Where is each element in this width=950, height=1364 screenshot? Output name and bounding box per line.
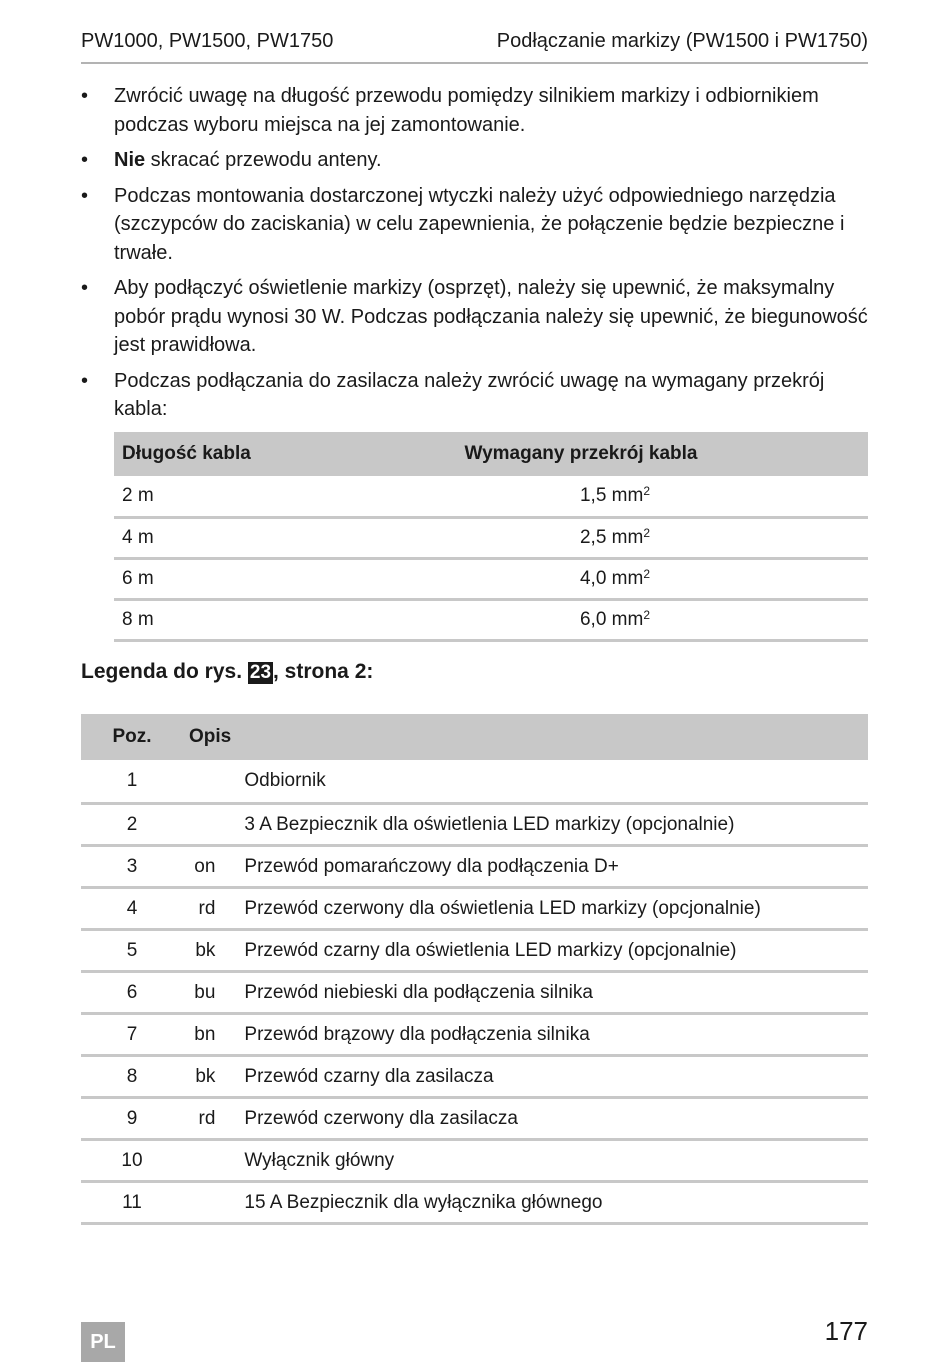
- instruction-text: Podczas montowania dostarczonej wtyczki należy użyć odpowiedniego narzędzia (szczypców do zaciskania) w celu zapewnienia, że połączenie będzie bezpieczne i trwałe.: [114, 184, 845, 264]
- legend-description: Przewód pomarańczowy dla podłączenia D+: [243, 846, 868, 888]
- legend-description: Odbiornik: [243, 760, 868, 804]
- bullet-icon: •: [81, 149, 89, 171]
- legend-position: 6: [81, 972, 183, 1014]
- instruction-text: Podczas podłączania do zasilacza należy zwrócić uwagę na wymagany przekrój kabla:: [114, 369, 825, 420]
- language-badge: PL: [81, 1322, 125, 1362]
- cable-length: 2 m: [114, 476, 354, 518]
- column-header-length: Długość kabla: [114, 432, 354, 476]
- legend-position: 9: [81, 1098, 183, 1140]
- instruction-item: [81, 367, 871, 424]
- table-row: [114, 559, 868, 600]
- table-row: [81, 1014, 868, 1056]
- legend-position: 5: [81, 930, 183, 972]
- table-row: [81, 930, 868, 972]
- legend-wire-code: bk: [183, 930, 243, 972]
- legend-wire-code: [183, 760, 243, 804]
- table-row: [81, 1098, 868, 1140]
- bullet-icon: •: [81, 277, 89, 299]
- legend-description: Przewód czerwony dla zasilacza: [243, 1098, 868, 1140]
- cable-length: 6 m: [114, 559, 354, 600]
- cable-section-table: [114, 432, 868, 642]
- cable-section: 1,5 $mm^2$: [354, 476, 868, 518]
- legend-wire-code: [183, 1182, 243, 1224]
- legend-heading: [81, 660, 373, 684]
- legend-position: 1: [81, 760, 183, 804]
- instruction-item: [81, 146, 871, 175]
- table-row: [114, 476, 868, 518]
- table-row: [81, 1056, 868, 1098]
- legend-wire-code: bk: [183, 1056, 243, 1098]
- table-row: [81, 804, 868, 846]
- bullet-icon: •: [81, 369, 89, 392]
- table-row: [81, 1140, 868, 1182]
- table-row: [81, 846, 868, 888]
- legend-description: Przewód czarny dla zasilacza: [243, 1056, 868, 1098]
- legend-position: 11: [81, 1182, 183, 1224]
- legend-wire-code: rd: [183, 888, 243, 930]
- column-header-description: Opis: [183, 714, 868, 760]
- legend-description: Przewód brązowy dla podłączenia silnika: [243, 1014, 868, 1056]
- legend-description: Przewód niebieski dla podłączenia silnika: [243, 972, 868, 1014]
- instruction-item: [81, 274, 871, 360]
- column-header-position: Poz.: [81, 714, 183, 760]
- table-row: [81, 888, 868, 930]
- bullet-icon: •: [81, 85, 89, 107]
- legend-wire-code: bu: [183, 972, 243, 1014]
- table-row: [114, 518, 868, 559]
- table-row: [114, 600, 868, 641]
- cable-section: 2,5 $mm^2$: [354, 518, 868, 559]
- instruction-item: [81, 82, 871, 139]
- instruction-text: Aby podłączyć oświetlenie markizy (osprzęt), należy się upewnić, że maksymalny pobór prądu wynosi 30 W. Podczas podłączania należy się upewnić, że biegunowość jest prawidłowa.: [114, 277, 868, 356]
- legend-position: 4: [81, 888, 183, 930]
- cable-length: 4 m: [114, 518, 354, 559]
- table-row: [81, 1182, 868, 1224]
- legend-position: 7: [81, 1014, 183, 1056]
- instruction-text: Zwrócić uwagę na długość przewodu pomiędzy silnikiem markizy i odbiornikiem podczas wyboru miejsca na jej zamontowanie.: [114, 85, 819, 136]
- legend-position: 2: [81, 804, 183, 846]
- legend-wire-code: bn: [183, 1014, 243, 1056]
- legend-description: Przewód czarny dla oświetlenia LED markizy (opcjonalnie): [243, 930, 868, 972]
- legend-wire-code: [183, 1140, 243, 1182]
- table-row: [81, 760, 868, 804]
- page-number: 177: [824, 1316, 868, 1346]
- legend-wire-code: rd: [183, 1098, 243, 1140]
- page-header: [81, 30, 868, 64]
- legend-description: Przewód czerwony dla oświetlenia LED markizy (opcjonalnie): [243, 888, 868, 930]
- table-header-row: [114, 432, 868, 476]
- table-row: [81, 972, 868, 1014]
- cable-section: 4,0 $mm^2$: [354, 559, 868, 600]
- bullet-icon: •: [81, 184, 89, 207]
- cable-length: 8 m: [114, 600, 354, 641]
- legend-title-prefix: Legenda do rys.: [81, 660, 248, 683]
- legend-wire-code: [183, 804, 243, 846]
- legend-title-suffix: , strona 2:: [273, 660, 374, 683]
- legend-position: 8: [81, 1056, 183, 1098]
- figure-reference-badge: 23: [249, 662, 272, 683]
- instruction-bold: Nie: [114, 149, 146, 171]
- legend-description: 15 A Bezpiecznik dla wyłącznika głównego: [243, 1182, 868, 1224]
- legend-table: [81, 714, 868, 1225]
- legend-wire-code: on: [183, 846, 243, 888]
- column-header-section: Wymagany przekrój kabla: [354, 432, 868, 476]
- cable-section: 6,0 $mm^2$: [354, 600, 868, 641]
- instruction-item: [81, 182, 871, 268]
- instruction-text: skracać przewodu anteny.: [145, 149, 382, 171]
- table-header-row: [81, 714, 868, 760]
- legend-description: Wyłącznik główny: [243, 1140, 868, 1182]
- header-section-title: Podłączanie markizy (PW1500 i PW1750): [496, 30, 868, 52]
- legend-position: 10: [81, 1140, 183, 1182]
- legend-description: 3 A Bezpiecznik dla oświetlenia LED markizy (opcjonalnie): [243, 804, 868, 846]
- instruction-list: [81, 82, 871, 431]
- legend-position: 3: [81, 846, 183, 888]
- header-product-models: PW1000, PW1500, PW1750: [81, 30, 334, 52]
